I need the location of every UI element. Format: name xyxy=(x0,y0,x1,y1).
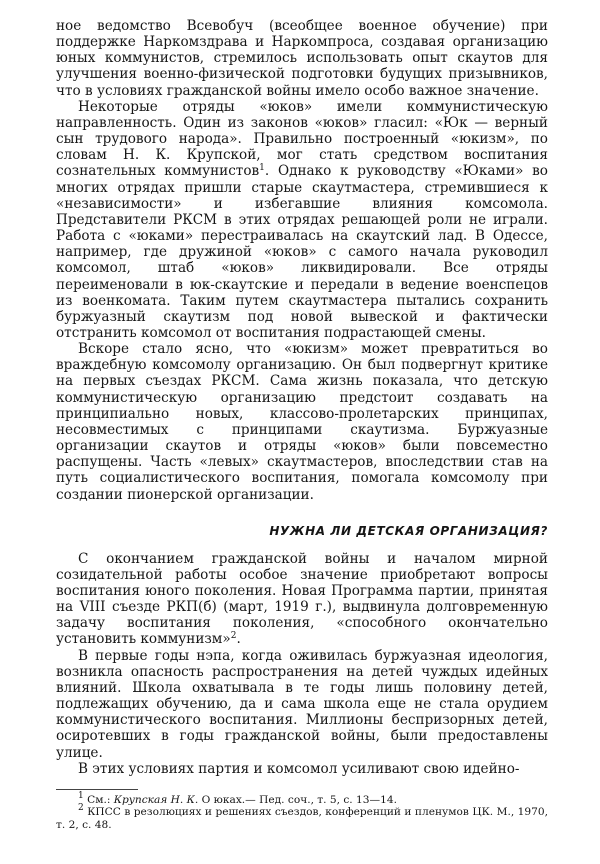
paragraph-nep-years: В первые годы нэпа, когда оживилась буржуазная идеология, возникла опасность распространения на детей чуждых идейных влияний. Школа охватывала в те годы лишь половину детей, подлежащих обучению, да и сама школа еще не стала орудием коммунистического воспитания. Миллионы беспризорных детей, осиротевших в годы гражданской войны, были предоставлены улице. xyxy=(56,647,548,761)
paragraph-end: . xyxy=(236,631,241,648)
paragraph-vsevobuch: ное ведомство Всевобуч (всеобщее военное обучение) при поддержке Наркомздрава и Наркомпроса, создавая организацию юных коммунистов, стремилось использовать опыт скаутов для улучшения военно-физической подготовки будущих призывников, что в условиях гражданской войны имело особо важное значение. xyxy=(56,18,548,99)
paragraph-text: Некоторые отряды «юков» имели коммунистическую направленность. Один из законов «юков» гласил: «Юк — верный сын трудового народа». Правильно построенный «юкизм», по словам Н. К. Крупской, мог стать средством воспитания сознательных коммунистов xyxy=(56,98,548,180)
footnote-1-author: Крупская Н. К. xyxy=(113,793,199,806)
paragraph-party-komsomol: В этих условиях партия и комсомол усиливают свою идейно- xyxy=(78,760,520,777)
footnote-ref-2[interactable]: 2 xyxy=(230,631,237,642)
footnote-2-number: 2 xyxy=(78,803,84,814)
footnote-1-prefix: См.: xyxy=(87,793,111,806)
footnote-2 xyxy=(56,803,548,832)
footnote-ref-1[interactable]: 1 xyxy=(259,163,265,174)
footnote-2-text: КПСС в резолюциях и решениях съездов, конференций и пленумов ЦК. М., 1970, т. 2, с. 48. xyxy=(56,806,548,832)
section-heading: НУЖНА ЛИ ДЕТСКАЯ ОРГАНИЗАЦИЯ? xyxy=(269,523,548,538)
footnote-separator xyxy=(56,789,138,790)
footnote-1 xyxy=(56,790,548,807)
footnote-1-number: 1 xyxy=(78,790,84,801)
paragraph-yukizm-hostile: Вскоре стало ясно, что «юкизм» может превратиться во враждебную комсомолу организацию. Он был подвергнут критике на первых съездах РКСМ. Сама жизнь показала, что детскую коммунистическую организацию предстоит создавать на принципиально новых, классово-пролетарских принципах, несовместимых с принципами скаутизма. Буржуазные организации скаутов и отряды «юков» были повсеместно распущены. Часть «левых» скаутмастеров, впоследствии став на путь социалистического воспитания, помогала комсомолу при создании пионерской организации. xyxy=(56,341,548,503)
paragraph-end-of-civil-war xyxy=(56,551,548,648)
paragraph-text-continued: . Однако к руководству «Юками» во многих отрядах пришли старые скаутмастера, стремившиеся к «независимости» и избегавшие влияния комсомола. Представители РКСМ в этих отрядах решающей роли не играли. Работа с «юками» перестраивалась на скаутский лад. В Одессе, например, где дружиной «юков» с самого начала руководил комсомол, штаб «юков» ликвидировали. Все отряды переименовали в юк-скаутские и передали в ведение военспецов из военкомата. Таким путем скаутмастера пытались сохранить буржуазный скаутизм под новой вывеской и фактически отстранить комсомол от воспитания подрастающей смены. xyxy=(56,163,548,341)
footnotes xyxy=(56,790,548,832)
paragraph-yuki-communist-direction xyxy=(56,99,548,341)
footnote-1-text: О юках.— Пед. соч., т. 5, с. 13—14. xyxy=(201,793,397,806)
paragraph-text: С окончанием гражданской войны и началом мирной созидательной работы особое значение приобретают вопросы воспитания юного поколения. Новая Программа партии, принятая на VIII съезде РКП(б) (март, 1919 г.), выдвинула долговременную задачу воспитания поколения, «способного окончательно установить коммунизм» xyxy=(56,550,548,648)
